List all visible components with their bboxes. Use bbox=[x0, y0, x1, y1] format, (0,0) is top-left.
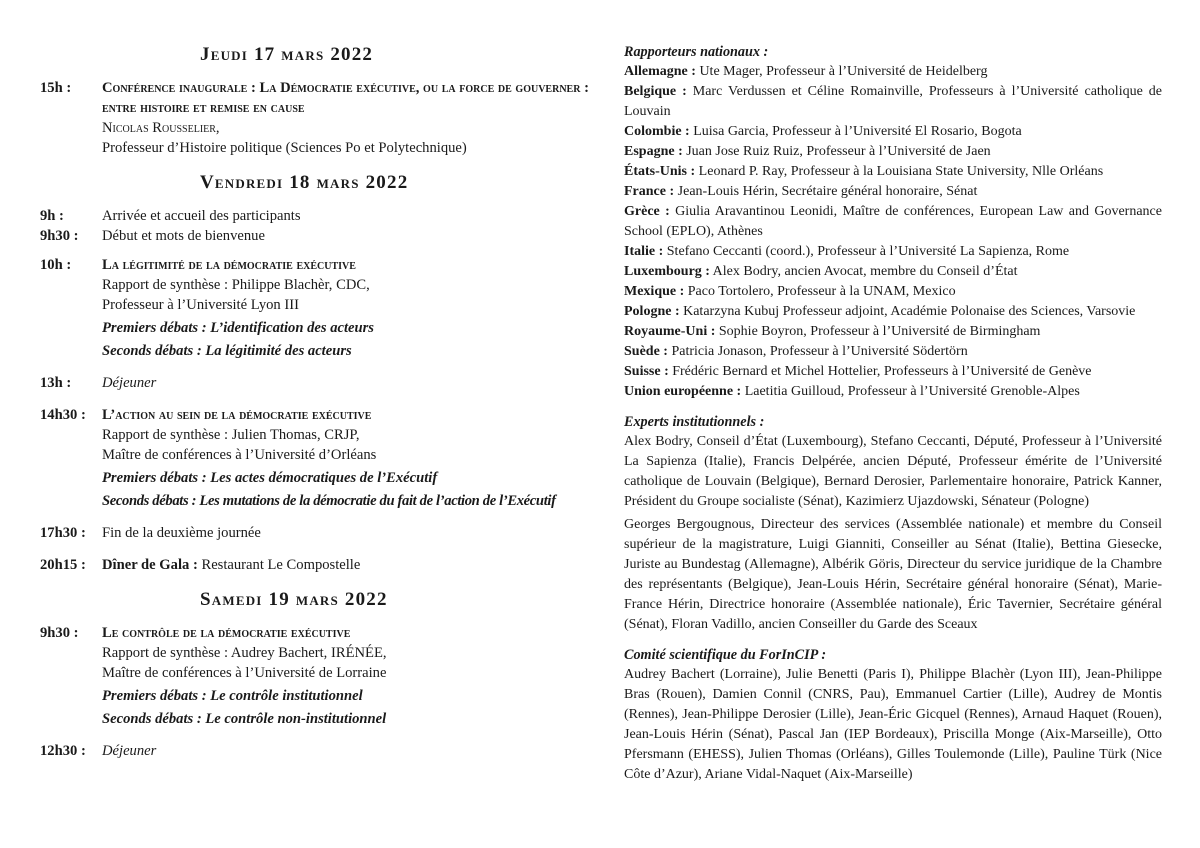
comite-paragraph: Audrey Bachert (Lorraine), Julie Benetti (Paris I), Philippe Blachèr (Lyon III), Jean-Philippe Bras (Rouen), Damien Connil (CNRS, Pau), Emmanuel Cartier (Lille), Audrey de Montis (Rennes), Jean-Philippe Derosier (Lille), Jean-Éric Gicquel (Rennes), Arnaud Haquet (Rouen), Jean-Louis Hérin (Sénat), Pascal Jan (IEP Bordeaux), Priscilla Monge (Aix-Marseille), Otto Pfersmann (EHESS), Julien Thomas (Orléans), Gilles Toulemonde (Lille), Pauline Türk (Nice Côte d’Azur), Ariane Vidal-Naquet (Aix-Marseille) bbox=[624, 667, 1162, 782]
session-title: Conférence inaugurale : La Démocratie exécutive, ou la force de gouverner : entre histoire et remise en cause bbox=[102, 80, 589, 116]
time-label: 13h : bbox=[40, 375, 72, 391]
rapporteur-entry bbox=[624, 182, 1162, 202]
synthesis-report: Rapport de synthèse : Philippe Blachèr, CDC, bbox=[102, 277, 370, 293]
rapporteur-text: Katarzyna Kubuj Professeur adjoint, Académie Polonaise des Sciences, Varsovie bbox=[679, 304, 1136, 319]
time-label: 9h30 : bbox=[40, 228, 79, 244]
rapporteur-text: Alex Bodry, ancien Avocat, membre du Conseil d’État bbox=[709, 264, 1018, 279]
debate-first: Premiers débats : L’identification des acteurs bbox=[102, 320, 374, 336]
day-title-saturday: Samedi 19 mars 2022 bbox=[200, 589, 388, 610]
rapporteur-text: Ute Mager, Professeur à l’Université de Heidelberg bbox=[695, 64, 988, 79]
program-item-lunch-saturday bbox=[40, 741, 600, 761]
rapporteur-country: États-Unis : bbox=[624, 164, 696, 179]
rapporteur-country: Royaume-Uni : bbox=[624, 324, 716, 339]
item-text: Déjeuner bbox=[102, 743, 157, 759]
program-item-arrival bbox=[40, 206, 600, 226]
speaker-name: Nicolas Rousselier, bbox=[102, 120, 220, 136]
rapporteur-entry bbox=[624, 122, 1162, 142]
rapporteur-text: Frédéric Bernard et Michel Hottelier, Professeurs à l’Université de Genève bbox=[668, 364, 1092, 379]
time-label: 12h30 : bbox=[40, 743, 86, 759]
item-text: Fin de la deuxième journée bbox=[102, 525, 261, 541]
rapporteur-entry bbox=[624, 382, 1162, 402]
program-item-gala bbox=[40, 555, 600, 575]
debate-second: Seconds débats : Le contrôle non-institutionnel bbox=[102, 711, 387, 727]
time-label: 10h : bbox=[40, 257, 72, 273]
rapporteur-entry bbox=[624, 262, 1162, 282]
session-title: Le contrôle de la démocratie exécutive bbox=[102, 625, 351, 641]
rapporteur-country: Suède : bbox=[624, 344, 668, 359]
rapporteur-entry bbox=[624, 142, 1162, 162]
rapporteur-country: Union européenne : bbox=[624, 384, 742, 399]
rapporteur-country: Allemagne : bbox=[624, 64, 696, 79]
time-label: 20h15 : bbox=[40, 557, 86, 573]
comite-heading: Comité scientifique du ForInCIP : bbox=[624, 647, 827, 663]
item-text: Début et mots de bienvenue bbox=[102, 228, 265, 244]
rapporteur-text: Patricia Jonason, Professeur à l’Université Södertörn bbox=[667, 344, 968, 359]
rapporteur-text: Juan Jose Ruiz Ruiz, Professeur à l’Université de Jaen bbox=[682, 144, 991, 159]
program-item-end-day bbox=[40, 523, 600, 543]
synthesis-report: Rapport de synthèse : Julien Thomas, CRJP, bbox=[102, 427, 360, 443]
participants-column bbox=[624, 42, 1162, 785]
time-label: 14h30 : bbox=[40, 407, 86, 423]
experts-paragraph-2: Georges Bergougnous, Directeur des services (Assemblée nationale) et membre du Conseil supérieur de la magistrature, Luigi Gianniti, Conseiller au Sénat (Italie), Bettina Giesecke, Juriste au Bundestag (Allemagne), Albérik Göris, Directeur du service juridique de la Chambre des représentants (Belgique), Jean-Louis Hérin, Secrétaire général honoraire (Sénat), Marie-France Hérin, Directrice honoraire (Assemblée nationale), Éric Tavernier, Secrétaire général (Sénat), Floran Vadillo, ancien Conseiller du Garde des Sceaux bbox=[624, 517, 1162, 632]
time-label: 9h30 : bbox=[40, 625, 79, 641]
speaker-role: Professeur à l’Université Lyon III bbox=[102, 297, 299, 313]
debate-first: Premiers débats : Les actes démocratiques de l’Exécutif bbox=[102, 470, 438, 486]
rapporteur-country: Suisse : bbox=[624, 364, 669, 379]
program-column bbox=[40, 42, 600, 761]
rapporteur-text: Paco Tortolero, Professeur à la UNAM, Mexico bbox=[684, 284, 956, 299]
rapporteur-entry bbox=[624, 282, 1162, 302]
rapporteur-text: Laetitia Guilloud, Professeur à l’Université Grenoble-Alpes bbox=[741, 384, 1080, 399]
rapporteur-country: Luxembourg : bbox=[624, 264, 710, 279]
rapporteur-country: Italie : bbox=[624, 244, 664, 259]
speaker-role: Maître de conférences à l’Université de Lorraine bbox=[102, 665, 387, 681]
item-text: Déjeuner bbox=[102, 375, 157, 391]
debate-second: Seconds débats : La légitimité des acteurs bbox=[102, 343, 352, 359]
rapporteur-text: Luisa Garcia, Professeur à l’Université El Rosario, Bogota bbox=[689, 124, 1022, 139]
day-title-friday: Vendredi 18 mars 2022 bbox=[200, 172, 409, 193]
program-item-session-legitimacy bbox=[40, 255, 600, 361]
time-label: 9h : bbox=[40, 208, 64, 224]
rapporteur-text: Marc Verdussen et Céline Romainville, Professeurs à l’Université catholique de Louvain bbox=[624, 84, 1162, 119]
rapporteurs-heading: Rapporteurs nationaux : bbox=[624, 44, 769, 60]
rapporteur-entry bbox=[624, 322, 1162, 342]
day-title-thursday: Jeudi 17 mars 2022 bbox=[200, 44, 374, 65]
speaker-role: Maître de conférences à l’Université d’Orléans bbox=[102, 447, 377, 463]
rapporteur-country: France : bbox=[624, 184, 675, 199]
rapporteur-entry bbox=[624, 302, 1162, 322]
rapporteurs-list bbox=[624, 62, 1162, 402]
rapporteur-entry bbox=[624, 342, 1162, 362]
rapporteur-text: Jean-Louis Hérin, Secrétaire général honoraire, Sénat bbox=[674, 184, 978, 199]
debate-first: Premiers débats : Le contrôle institutionnel bbox=[102, 688, 363, 704]
rapporteur-country: Grèce : bbox=[624, 204, 670, 219]
rapporteur-text: Leonard P. Ray, Professeur à la Louisiana State University, Nlle Orléans bbox=[695, 164, 1104, 179]
program-item-inaugural bbox=[40, 78, 600, 158]
rapporteur-entry bbox=[624, 242, 1162, 262]
gala-label: Dîner de Gala : bbox=[102, 557, 198, 573]
experts-paragraph-1: Alex Bodry, Conseil d’État (Luxembourg), Stefano Ceccanti, Député, Professeur à l’Université La Sapienza (Italie), Francis Delpérée, ancien Député, Professeur émérite de l’Université catholique de Louvain (Belgique), Bernard Derosier, Parlementaire honoraire, Patrick Kanner, Président du Groupe socialiste (Sénat), Kazimierz Ujazdowski, Sénateur (Pologne) bbox=[624, 434, 1162, 509]
session-title: L’action au sein de la démocratie exécutive bbox=[102, 407, 372, 423]
rapporteur-country: Colombie : bbox=[624, 124, 690, 139]
rapporteur-entry bbox=[624, 162, 1162, 182]
synthesis-report: Rapport de synthèse : Audrey Bachert, IRÉNÉE, bbox=[102, 645, 387, 661]
experts-heading: Experts institutionnels : bbox=[624, 414, 765, 430]
speaker-role: Professeur d’Histoire politique (Sciences Po et Polytechnique) bbox=[102, 140, 467, 156]
rapporteur-entry bbox=[624, 82, 1162, 122]
time-label: 15h : bbox=[40, 80, 72, 96]
rapporteur-country: Belgique : bbox=[624, 84, 687, 99]
time-label: 17h30 : bbox=[40, 525, 86, 541]
session-title: La légitimité de la démocratie exécutive bbox=[102, 257, 356, 273]
program-item-session-action bbox=[40, 405, 600, 511]
item-text: Arrivée et accueil des participants bbox=[102, 208, 301, 224]
rapporteur-text: Giulia Aravantinou Leonidi, Maître de conférences, European Law and Governance School (EPLO), Athènes bbox=[624, 204, 1162, 239]
program-item-lunch bbox=[40, 373, 600, 393]
program-item-session-control bbox=[40, 623, 600, 729]
rapporteur-entry bbox=[624, 202, 1162, 242]
rapporteur-country: Mexique : bbox=[624, 284, 685, 299]
rapporteur-country: Pologne : bbox=[624, 304, 680, 319]
program-item-welcome bbox=[40, 226, 600, 246]
rapporteur-entry bbox=[624, 362, 1162, 382]
gala-text: Restaurant Le Compostelle bbox=[197, 557, 361, 573]
rapporteur-text: Sophie Boyron, Professeur à l’Université de Birmingham bbox=[715, 324, 1041, 339]
rapporteur-entry bbox=[624, 62, 1162, 82]
debate-second: Seconds débats : Les mutations de la démocratie du fait de l’action de l’Exécutif bbox=[102, 493, 556, 509]
rapporteur-text: Stefano Ceccanti (coord.), Professeur à l’Université La Sapienza, Rome bbox=[663, 244, 1070, 259]
rapporteur-country: Espagne : bbox=[624, 144, 683, 159]
